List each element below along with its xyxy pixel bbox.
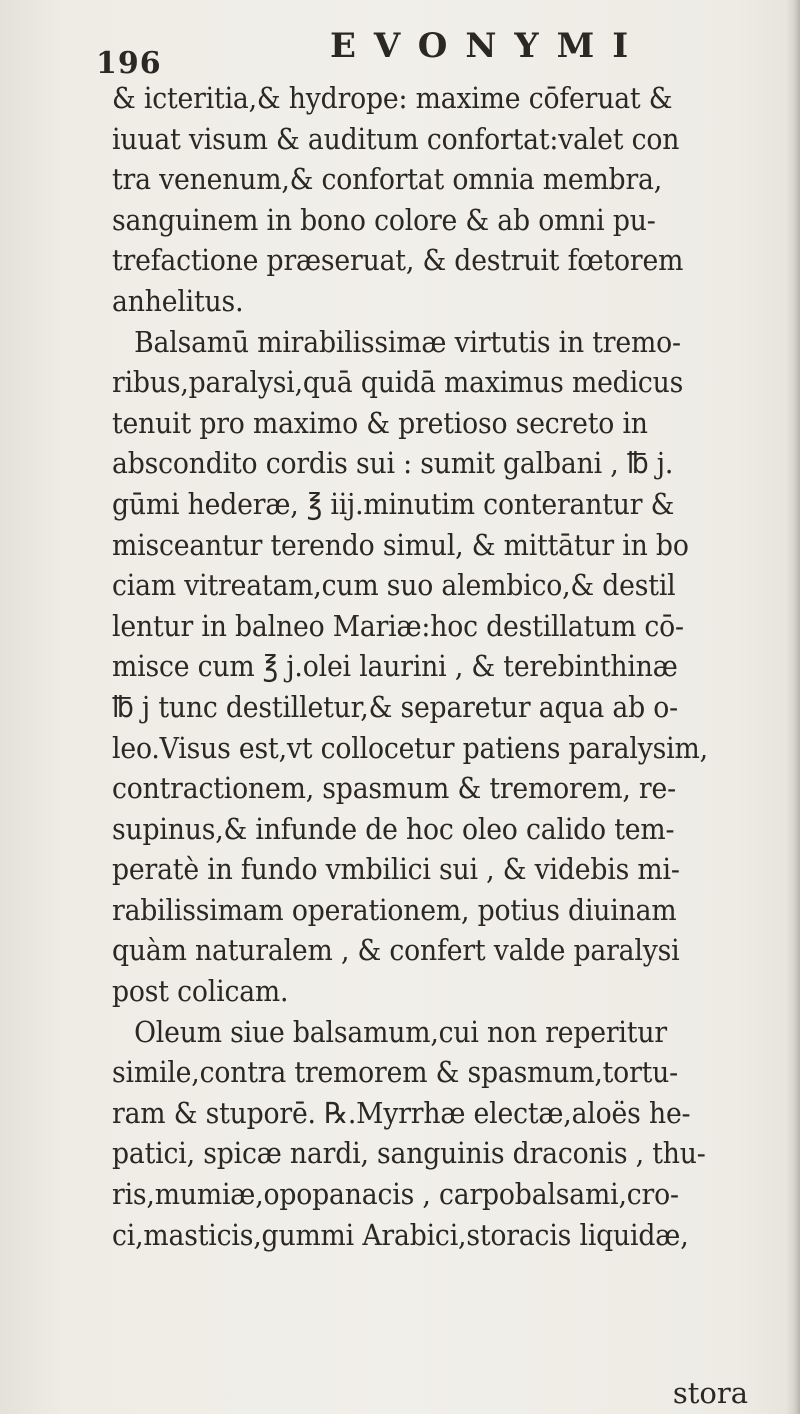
text-line: tenuit pro maximo & pretioso secreto in	[112, 405, 648, 440]
text-line: post colicam.	[112, 974, 289, 1009]
text-line: lentur in balneo Mariæ:hoc destillatum cō-	[112, 608, 684, 643]
text-line: abscondito cordis sui : sumit galbani , ℔ j.	[112, 446, 674, 481]
text-line: ris,mumiæ,opopanacis , carpobalsami,cro-	[112, 1177, 679, 1212]
text-line: supinus,& infunde de hoc oleo calido tem-	[112, 811, 675, 846]
text-line: contractionem, spasmum & tremorem, re-	[112, 771, 676, 806]
text-line: gūmi hederæ, ℥ iij.minutim conterantur &	[112, 486, 675, 521]
text-line: iuuat visum & auditum confortat:valet con	[112, 121, 680, 156]
text-block	[112, 78, 792, 1255]
text-line: ℔ j tunc destilletur,& separetur aqua ab o-	[112, 689, 679, 724]
page-number: 196	[96, 46, 162, 81]
running-head: EVONYMI	[330, 26, 647, 66]
text-line: ciam vitreatam,cum suo alembico,& destil	[112, 568, 676, 603]
catchword: stora	[672, 1376, 748, 1410]
text-line: ribus,paralysi,quā quidā maximus medicus	[112, 365, 684, 400]
text-line: misceantur terendo simul, & mittātur in bo	[112, 527, 689, 562]
text-line: rabilissimam operationem, potius diuinam	[112, 892, 677, 927]
text-line: simile,contra tremorem & spasmum,tortu-	[112, 1055, 679, 1090]
text-line: misce cum ℥ j.olei laurini , & terebinthinæ	[112, 649, 678, 684]
paragraph-start-line: Oleum siue balsamum,cui non reperitur	[134, 1014, 667, 1049]
text-line: leo.Visus est,vt collocetur patiens paralysim,	[112, 730, 708, 765]
text-line: tra venenum,& confortat omnia membra,	[112, 162, 663, 197]
paragraph-start-line: Balsamū mirabilissimæ virtutis in tremo-	[134, 324, 681, 359]
text-line: anhelitus.	[112, 283, 244, 318]
text-line: sanguinem in bono colore & ab omni pu-	[112, 202, 656, 237]
text-line: patici, spicæ nardi, sanguinis draconis , thu-	[112, 1136, 706, 1171]
text-line: trefactione præseruat, & destruit fœtorem	[112, 243, 684, 278]
text-line: ram & stuporē. ℞.Myrrhæ electæ,aloës he-	[112, 1095, 691, 1130]
text-line: ci,masticis,gummi Arabici,storacis liquidæ,	[112, 1217, 689, 1252]
text-line: & icteritia,& hydrope: maxime cōferuat &	[112, 81, 673, 115]
text-line: quàm naturalem , & confert valde paralysi	[112, 933, 680, 968]
text-line: peratè in fundo vmbilici sui , & videbis mi-	[112, 852, 680, 887]
page-header	[96, 18, 716, 81]
